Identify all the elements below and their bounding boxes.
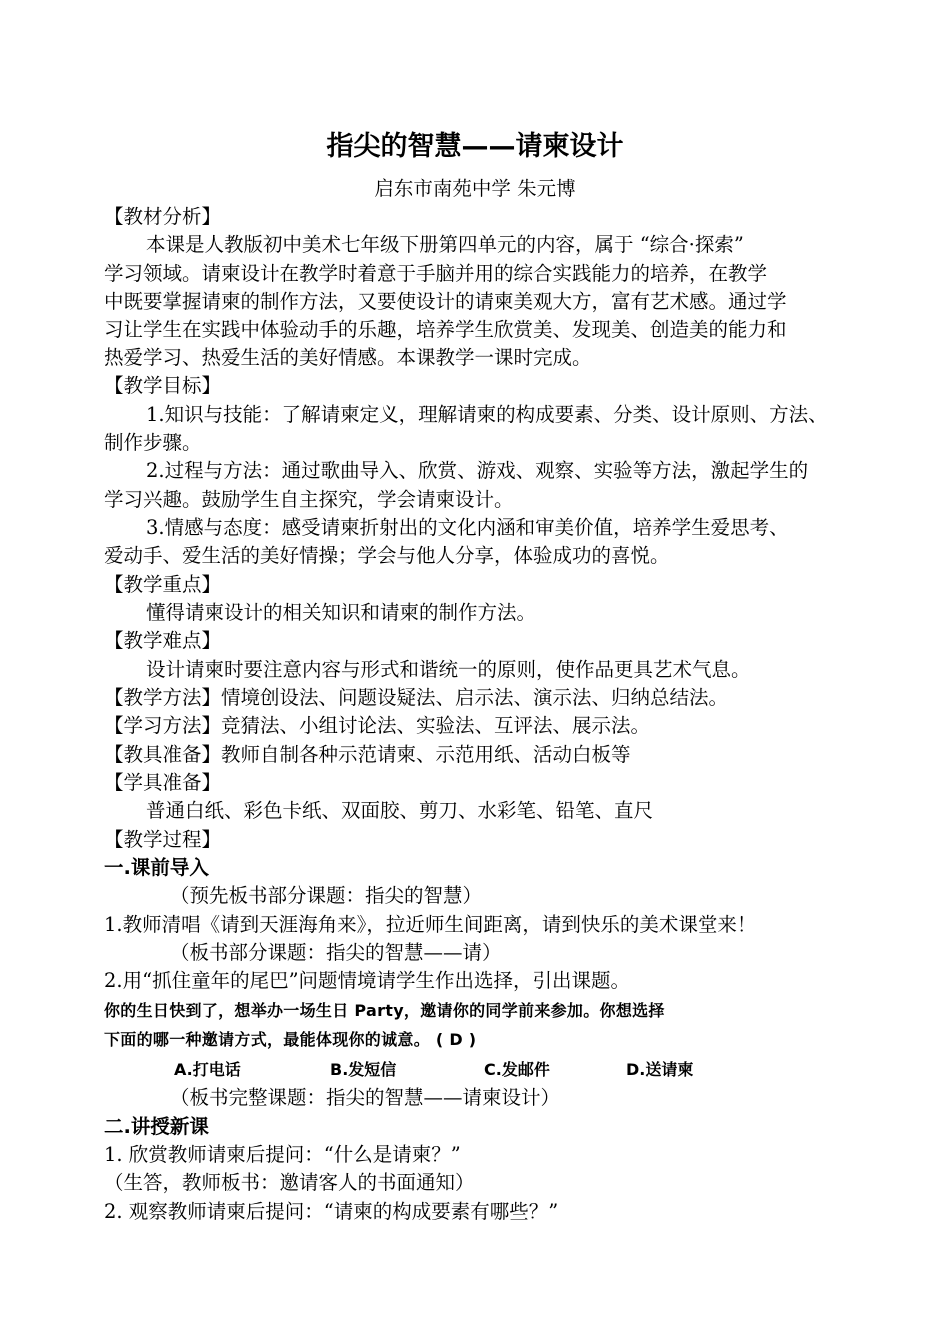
section-heading-difficulty: 【教学难点】 (104, 629, 222, 652)
paragraph-line: 1.知识与技能：了解请柬定义，理解请柬的构成要素、分类、设计原则、方法、 (146, 403, 828, 426)
section-heading-analysis: 【教材分析】 (104, 205, 222, 228)
teaching-methods-line: 【教学方法】情境创设法、问题设疑法、启示法、演示法、归纳总结法。 (104, 686, 729, 709)
option-c: C.发邮件 (484, 1060, 550, 1079)
paragraph-line: （预先板书部分课题：指尖的智慧） (170, 884, 483, 907)
paragraph-line: 热爱学习、热爱生活的美好情感。本课教学一课时完成。 (104, 346, 592, 369)
paragraph-line: 爱动手、爱生活的美好情操；学会与他人分享，体验成功的喜悦。 (104, 544, 670, 567)
document-title: 指尖的智慧——请柬设计 (326, 131, 624, 162)
paragraph-line: 本课是人教版初中美术七年级下册第四单元的内容，属于 “综合·探索” (146, 233, 744, 256)
paragraph-line: 习让学生在实践中体验动手的乐趣，培养学生欣赏美、发现美、创造美的能力和 (104, 318, 787, 341)
teaching-tools-line: 【教具准备】教师自制各种示范请柬、示范用纸、活动白板等 (104, 743, 631, 766)
paragraph-line: （板书部分课题：指尖的智慧——请） (170, 941, 502, 964)
subsection-heading-new-lesson: 二.讲授新课 (104, 1115, 209, 1138)
paragraph-line: 制作步骤。 (104, 431, 202, 454)
paragraph-line: 2.过程与方法：通过歌曲导入、欣赏、游戏、观察、实验等方法，激起学生的 (146, 459, 809, 482)
question-line: 你的生日快到了，想举办一场生日 Party，邀请你的同学前来参加。你想选择 (104, 1001, 665, 1020)
paragraph-line: 学习领域。请柬设计在教学时着意于手脑并用的综合实践能力的培养，在教学 (104, 262, 768, 285)
author-line: 启东市南苑中学 朱元博 (374, 177, 576, 200)
section-heading-student-tools: 【学具准备】 (104, 771, 222, 794)
paragraph-line: 懂得请柬设计的相关知识和请柬的制作方法。 (146, 601, 537, 624)
paragraph-line: 中既要掌握请柬的制作方法，又要使设计的请柬美观大方，富有艺术感。通过学 (104, 290, 787, 313)
option-a: A.打电话 (174, 1060, 241, 1079)
paragraph-line: 3.情感与态度：感受请柬折射出的文化内涵和审美价值，培养学生爱思考、 (146, 516, 789, 539)
option-d: D.送请柬 (626, 1060, 694, 1079)
paragraph-line: 1. 欣赏教师请柬后提问：“什么是请柬？” (104, 1143, 461, 1166)
paragraph-line: （板书完整课题：指尖的智慧——请柬设计） (170, 1086, 561, 1109)
section-heading-goals: 【教学目标】 (104, 374, 222, 397)
paragraph-line: （生答，教师板书：邀请客人的书面通知） (104, 1171, 475, 1194)
paragraph-line: 2.用“抓住童年的尾巴”问题情境请学生作出选择，引出课题。 (104, 969, 631, 992)
option-b: B.发短信 (330, 1060, 397, 1079)
question-line: 下面的哪一种邀请方式，最能体现你的诚意。 ( D ) (104, 1030, 477, 1049)
paragraph-line: 学习兴趣。鼓励学生自主探究，学会请柬设计。 (104, 488, 514, 511)
paragraph-line: 设计请柬时要注意内容与形式和谐统一的原则，使作品更具艺术气息。 (146, 658, 751, 681)
paragraph-line: 普通白纸、彩色卡纸、双面胶、剪刀、水彩笔、铅笔、直尺 (146, 799, 654, 822)
paragraph-line: 2. 观察教师请柬后提问：“请柬的构成要素有哪些？” (104, 1200, 559, 1223)
subsection-heading-intro: 一.课前导入 (104, 856, 209, 879)
section-heading-key: 【教学重点】 (104, 573, 222, 596)
paragraph-line: 1.教师清唱《请到天涯海角来》，拉近师生间距离，请到快乐的美术课堂来！ (104, 913, 757, 936)
section-heading-process: 【教学过程】 (104, 828, 222, 851)
learning-methods-line: 【学习方法】竞猜法、小组讨论法、实验法、互评法、展示法。 (104, 714, 651, 737)
